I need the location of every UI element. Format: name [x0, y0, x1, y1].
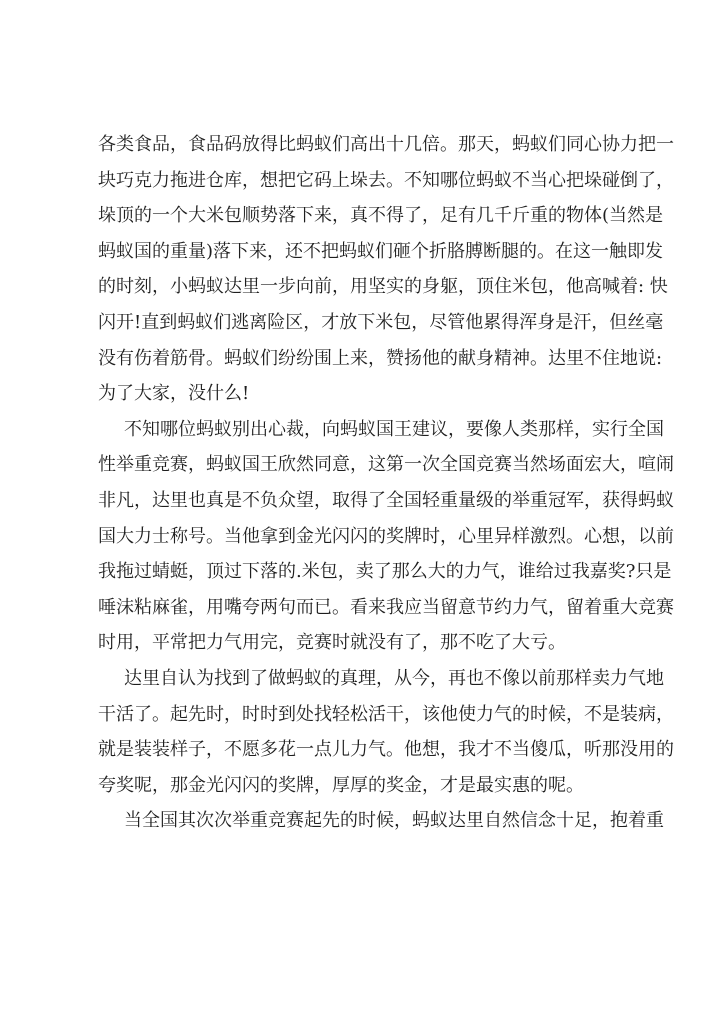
text-line: 不知哪位蚂蚁别出心裁，向蚂蚁国王建议，要像人类那样，实行全国	[124, 418, 664, 440]
text-line: 非凡，达里也真是不负众望，取得了全国轻重量级的举重冠军，获得蚂蚁	[98, 489, 674, 511]
text-line: 夸奖呢，那金光闪闪的奖牌，厚厚的奖金，才是最实惠的呢。	[98, 774, 584, 796]
paragraph-3	[98, 661, 674, 803]
text-line: 各类食品，食品码放得比蚂蚁们高出十几倍。那天，蚂蚁们同心协力把一	[98, 134, 674, 155]
text-line: 性举重竞赛，蚂蚁国王欣然同意，这第一次全国竞赛当然场面宏大，喧闹	[98, 454, 674, 476]
text-line: 闪开!直到蚂蚁们逃离险区，才放下米包，尽管他累得浑身是汗，但丝毫	[98, 311, 664, 333]
text-line: 蚂蚁国的重量)落下来，还不把蚂蚁们砸个折胳膊断腿的。在这一触即发	[98, 240, 664, 262]
paragraph-2	[98, 412, 674, 661]
text-line: 就是装装样子，不愿多花一点儿力气。他想，我才不当傻瓜，听那没用的	[98, 739, 674, 761]
document-body	[98, 127, 674, 839]
text-line: 达里自认为找到了做蚂蚁的真理，从今，再也不像以前那样卖力气地	[124, 667, 664, 689]
text-line: 块巧克力拖进仓库，想把它码上垛去。不知哪位蚂蚁不当心把垛碰倒了，	[98, 169, 674, 191]
text-line: 国大力士称号。当他拿到金光闪闪的奖牌时，心里异样激烈。心想，以前	[98, 525, 674, 547]
text-line: 当全国其次次举重竞赛起先的时候，蚂蚁达里自然信念十足，抱着重	[124, 810, 664, 832]
paragraph-4	[98, 803, 664, 839]
text-line: 时用，平常把力气用完，竞赛时就没有了，那不吃了大亏。	[98, 632, 566, 654]
text-line: 唾沫粘麻雀，用嘴夸两句而已。看来我应当留意节约力气，留着重大竞赛	[98, 596, 674, 618]
paragraph-1	[98, 127, 674, 412]
text-line: 没有伤着筋骨。蚂蚁们纷纷围上来，赞扬他的献身精神。达里不住地说:	[98, 347, 663, 369]
text-line: 的时刻，小蚂蚁达里一步向前，用坚实的身躯，顶住米包，他高喊着: 快	[98, 276, 668, 298]
text-line: 垛顶的一个大米包顺势落下来，真不得了，足有几千斤重的物体(当然是	[98, 205, 664, 227]
text-line: 我拖过蜻蜓，顶过下落的.米包，卖了那么大的力气，谁给过我嘉奖?只是	[98, 561, 672, 583]
text-line: 为了大家，没什么!	[98, 383, 250, 405]
text-line: 干活了。起先时，时时到处找轻松活干，该他使力气的时候，不是装病，	[98, 703, 674, 725]
